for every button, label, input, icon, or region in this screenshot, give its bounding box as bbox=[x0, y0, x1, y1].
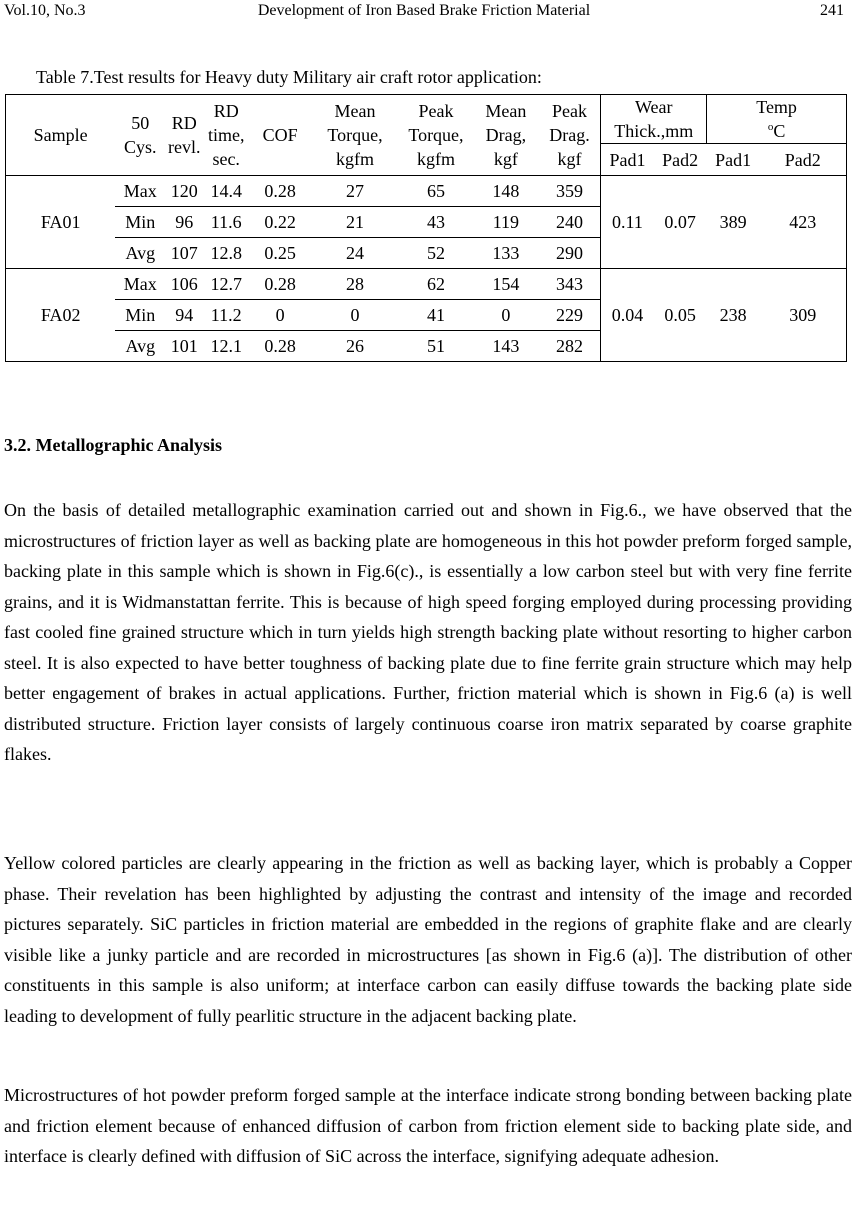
stat-cell: Avg bbox=[115, 331, 165, 362]
peak-drag-cell: 343 bbox=[539, 269, 601, 300]
peak-torque-cell: 51 bbox=[399, 331, 473, 362]
cof-cell: 0.22 bbox=[249, 207, 311, 238]
rd-revl-cell: 96 bbox=[165, 207, 203, 238]
mean-drag-cell: 0 bbox=[473, 300, 539, 331]
table-row bbox=[6, 176, 847, 207]
stat-cell: Max bbox=[115, 269, 165, 300]
journal-volume: Vol.10, No.3 bbox=[4, 2, 86, 19]
temp-pad1-cell: 238 bbox=[707, 269, 760, 362]
header-temp: Temp $^o$C bbox=[707, 95, 847, 144]
body-paragraph: On the basis of detailed metallographic examination carried out and shown in Fig.6., we have observed that the microstructures of friction layer as well as backing plate are homogeneous in this hot powder preform forged sample, backing plate in this sample which is shown in Fig.6(c)., is essentially a low carbon steel but with very fine ferrite grains, and it is Widmanstattan ferrite. This is because of high speed forging employed during processing providing fast cooled fine grained structure which in turn yields high strength backing plate without resorting to higher carbon steel. It is also expected to have better toughness of backing plate due to fine ferrite grain structure which may help better engagement of brakes in actual applications. Further, friction material which is shown in Fig.6 (a) is well distributed structure. Friction layer consists of largely continuous coarse iron matrix separated by coarse graphite flakes. bbox=[4, 500, 852, 764]
sample-cell: FA02 bbox=[6, 269, 116, 362]
rd-time-cell: 14.4 bbox=[203, 176, 249, 207]
mean-torque-cell: 24 bbox=[311, 238, 399, 269]
peak-drag-cell: 290 bbox=[539, 238, 601, 269]
peak-torque-cell: 62 bbox=[399, 269, 473, 300]
header-cys: 50 Cys. bbox=[115, 95, 165, 176]
rd-revl-cell: 101 bbox=[165, 331, 203, 362]
stat-cell: Max bbox=[115, 176, 165, 207]
wear-pad1-cell: 0.04 bbox=[601, 269, 654, 362]
header-cof: COF bbox=[249, 95, 311, 176]
header-wear: Wear Thick.,mm bbox=[601, 95, 707, 144]
cof-cell: 0.25 bbox=[249, 238, 311, 269]
header-peak-torque: Peak Torque, kgfm bbox=[399, 95, 473, 176]
rd-time-cell: 11.2 bbox=[203, 300, 249, 331]
cof-cell: 0 bbox=[249, 300, 311, 331]
mean-drag-cell: 119 bbox=[473, 207, 539, 238]
header-mean-drag: Mean Drag, kgf bbox=[473, 95, 539, 176]
peak-drag-cell: 359 bbox=[539, 176, 601, 207]
header-rd-time: RD time, sec. bbox=[203, 95, 249, 176]
rd-revl-cell: 120 bbox=[165, 176, 203, 207]
body-paragraph: Yellow colored particles are clearly appearing in the friction as well as backing layer, which is probably a Copper phase. Their revelation has been highlighted by adjusting the contrast and intensity of the image and recorded pictures separately. SiC particles in friction material are embedded in the regions of graphite flake and are clearly visible like a junky particle and are recorded in microstructures [as shown in Fig.6 (a)]. The distribution of other constituents in this sample is also uniform; at interface carbon can easily diffuse towards the backing plate side leading to development of fully pearlitic structure in the adjacent backing plate. bbox=[4, 853, 852, 1026]
peak-drag-cell: 282 bbox=[539, 331, 601, 362]
running-header bbox=[4, 0, 844, 24]
stat-cell: Min bbox=[115, 300, 165, 331]
cof-cell: 0.28 bbox=[249, 176, 311, 207]
table-row bbox=[6, 269, 847, 300]
page-number: 241 bbox=[820, 2, 844, 19]
cof-cell: 0.28 bbox=[249, 331, 311, 362]
wear-pad1-cell: 0.11 bbox=[601, 176, 654, 269]
stat-cell: Min bbox=[115, 207, 165, 238]
table-caption: Table 7.Test results for Heavy duty Military air craft rotor application: bbox=[36, 67, 542, 87]
mean-drag-cell: 143 bbox=[473, 331, 539, 362]
rd-time-cell: 12.8 bbox=[203, 238, 249, 269]
sample-cell: FA01 bbox=[6, 176, 116, 269]
results-table bbox=[5, 94, 847, 362]
stat-cell: Avg bbox=[115, 238, 165, 269]
header-wear-pad2: Pad2 bbox=[654, 144, 707, 176]
temp-pad1-cell: 389 bbox=[707, 176, 760, 269]
peak-torque-cell: 41 bbox=[399, 300, 473, 331]
header-rd-revl: RD revl. bbox=[165, 95, 203, 176]
mean-torque-cell: 27 bbox=[311, 176, 399, 207]
header-mean-torque: Mean Torque, kgfm bbox=[311, 95, 399, 176]
header-peak-drag: Peak Drag. kgf bbox=[539, 95, 601, 176]
mean-torque-cell: 28 bbox=[311, 269, 399, 300]
wear-pad2-cell: 0.07 bbox=[654, 176, 707, 269]
section-heading: 3.2. Metallographic Analysis bbox=[4, 435, 223, 455]
header-temp-pad2: Pad2 bbox=[760, 144, 847, 176]
mean-torque-cell: 26 bbox=[311, 331, 399, 362]
peak-torque-cell: 43 bbox=[399, 207, 473, 238]
header-wear-pad1: Pad1 bbox=[601, 144, 654, 176]
body-paragraph: Microstructures of hot powder preform forged sample at the interface indicate strong bonding between backing plate and friction element because of enhanced diffusion of carbon from friction element side to backing plate side, and interface is clearly defined with diffusion of SiC across the interface, signifying adequate adhesion. bbox=[4, 1085, 852, 1166]
running-title: Development of Iron Based Brake Friction Material bbox=[257, 2, 591, 19]
mean-drag-cell: 133 bbox=[473, 238, 539, 269]
temp-pad2-cell: 423 bbox=[760, 176, 847, 269]
temp-pad2-cell: 309 bbox=[760, 269, 847, 362]
mean-torque-cell: 0 bbox=[311, 300, 399, 331]
rd-revl-cell: 106 bbox=[165, 269, 203, 300]
rd-time-cell: 12.1 bbox=[203, 331, 249, 362]
peak-drag-cell: 240 bbox=[539, 207, 601, 238]
rd-revl-cell: 107 bbox=[165, 238, 203, 269]
cof-cell: 0.28 bbox=[249, 269, 311, 300]
peak-drag-cell: 229 bbox=[539, 300, 601, 331]
header-sample: Sample bbox=[6, 95, 116, 176]
header-temp-pad1: Pad1 bbox=[707, 144, 760, 176]
mean-drag-cell: 154 bbox=[473, 269, 539, 300]
mean-drag-cell: 148 bbox=[473, 176, 539, 207]
rd-time-cell: 12.7 bbox=[203, 269, 249, 300]
peak-torque-cell: 52 bbox=[399, 238, 473, 269]
mean-torque-cell: 21 bbox=[311, 207, 399, 238]
rd-time-cell: 11.6 bbox=[203, 207, 249, 238]
peak-torque-cell: 65 bbox=[399, 176, 473, 207]
rd-revl-cell: 94 bbox=[165, 300, 203, 331]
wear-pad2-cell: 0.05 bbox=[654, 269, 707, 362]
